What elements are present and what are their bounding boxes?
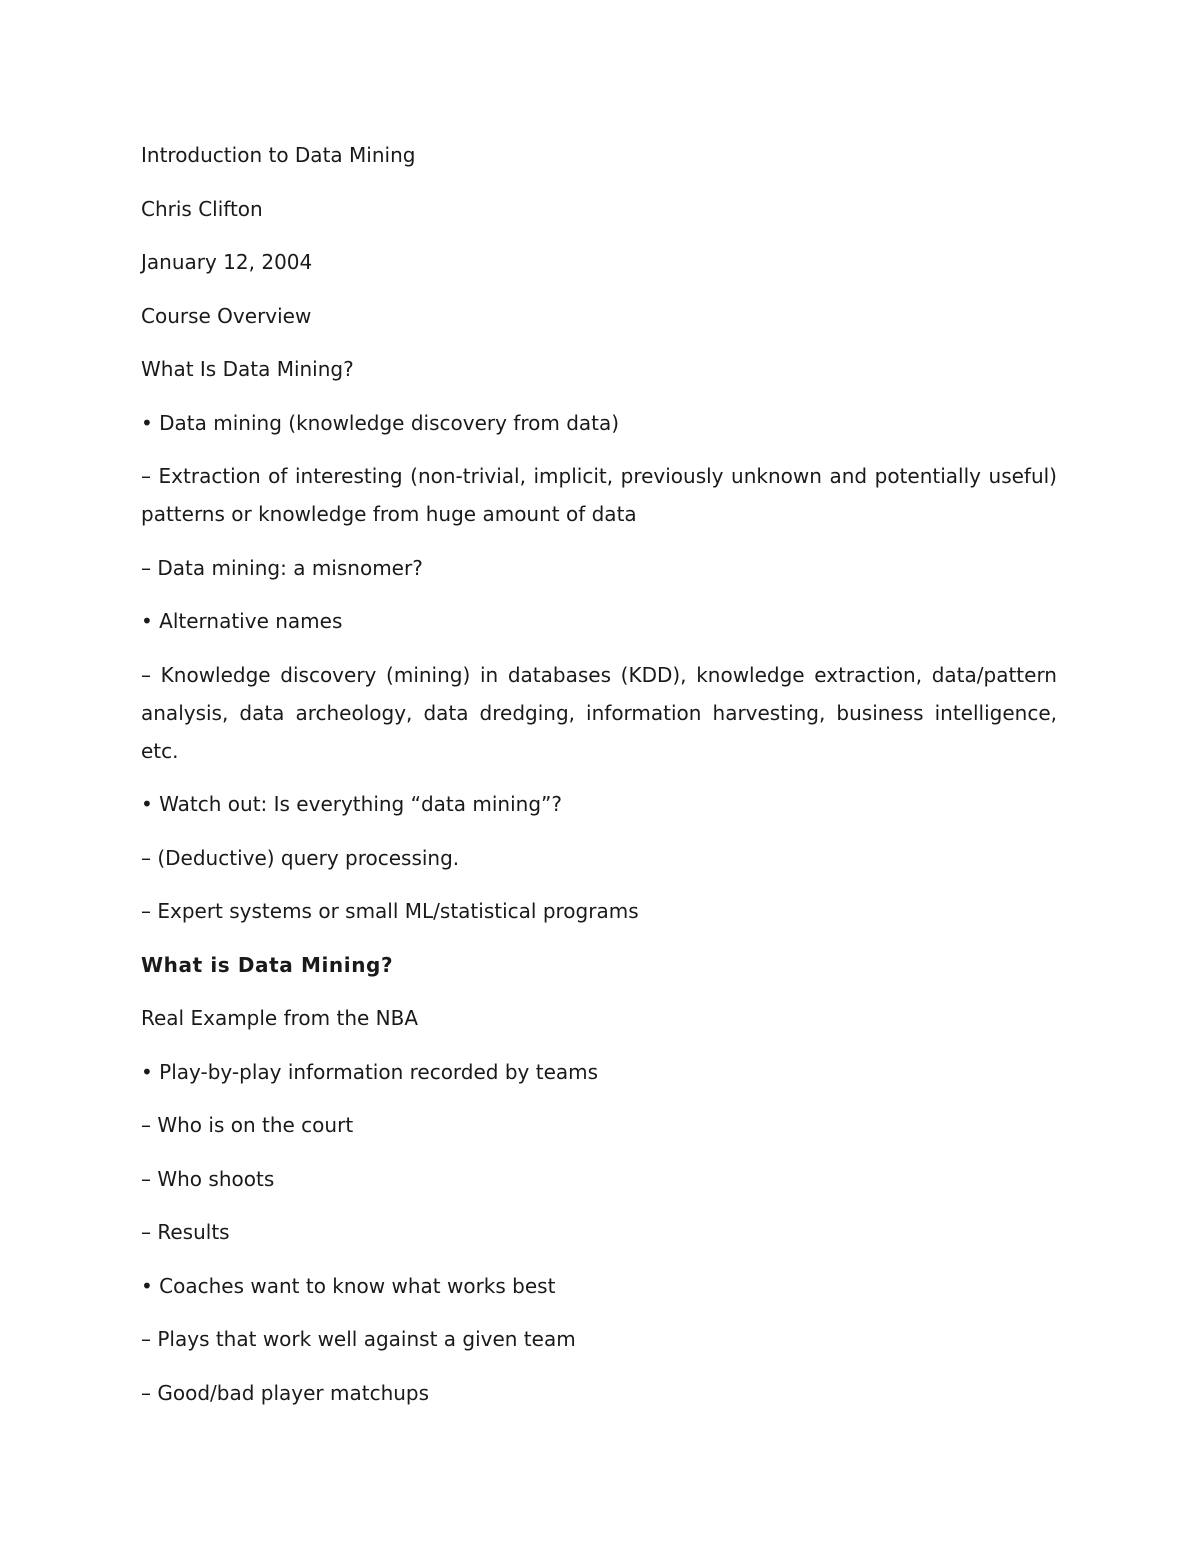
sub-bullet-item: – Good/bad player matchups [141, 1380, 430, 1405]
bullet-item: • Coaches want to know what works best [141, 1273, 556, 1298]
sub-bullet-item: – Who shoots [141, 1166, 275, 1191]
document-date: January 12, 2004 [141, 250, 313, 274]
sub-bullet-item: – (Deductive) query processing. [141, 845, 460, 870]
bullet-item: • Watch out: Is everything “data mining”? [141, 792, 562, 816]
sub-bullet-item: – Knowledge discovery (mining) in databases (KDD), knowledge extraction, data/pattern analysis, data archeology, data dredging, information harvesting, business intelligence, etc. [141, 662, 1057, 763]
section-heading-course-overview: Course Overview [141, 303, 312, 328]
sub-bullet-item: – Expert systems or small ML/statistical programs [141, 899, 639, 923]
sub-bullet-item: – Data mining: a misnomer? [141, 555, 423, 580]
bullet-item: • Play-by-play information recorded by teams [141, 1059, 599, 1084]
sub-bullet-item: – Who is on the court [141, 1113, 354, 1137]
author-name: Chris Clifton [141, 196, 263, 221]
document-body [141, 136, 1057, 1427]
sub-bullet-item: – Plays that work well against a given team [141, 1327, 576, 1351]
sub-bullet-item: – Results [141, 1220, 230, 1244]
bullet-item: • Alternative names [141, 609, 343, 633]
bold-heading: What is Data Mining? [141, 952, 394, 977]
sub-bullet-item: – Extraction of interesting (non-trivial, implicit, previously unknown and potentially useful) patterns or knowledge from huge amount of data [141, 464, 1057, 526]
section-heading-nba-example: Real Example from the NBA [141, 1006, 419, 1030]
document-title: Introduction to Data Mining [141, 143, 416, 167]
section-heading-what-is-data-mining: What Is Data Mining? [141, 357, 354, 381]
bullet-item: • Data mining (knowledge discovery from data) [141, 410, 620, 435]
